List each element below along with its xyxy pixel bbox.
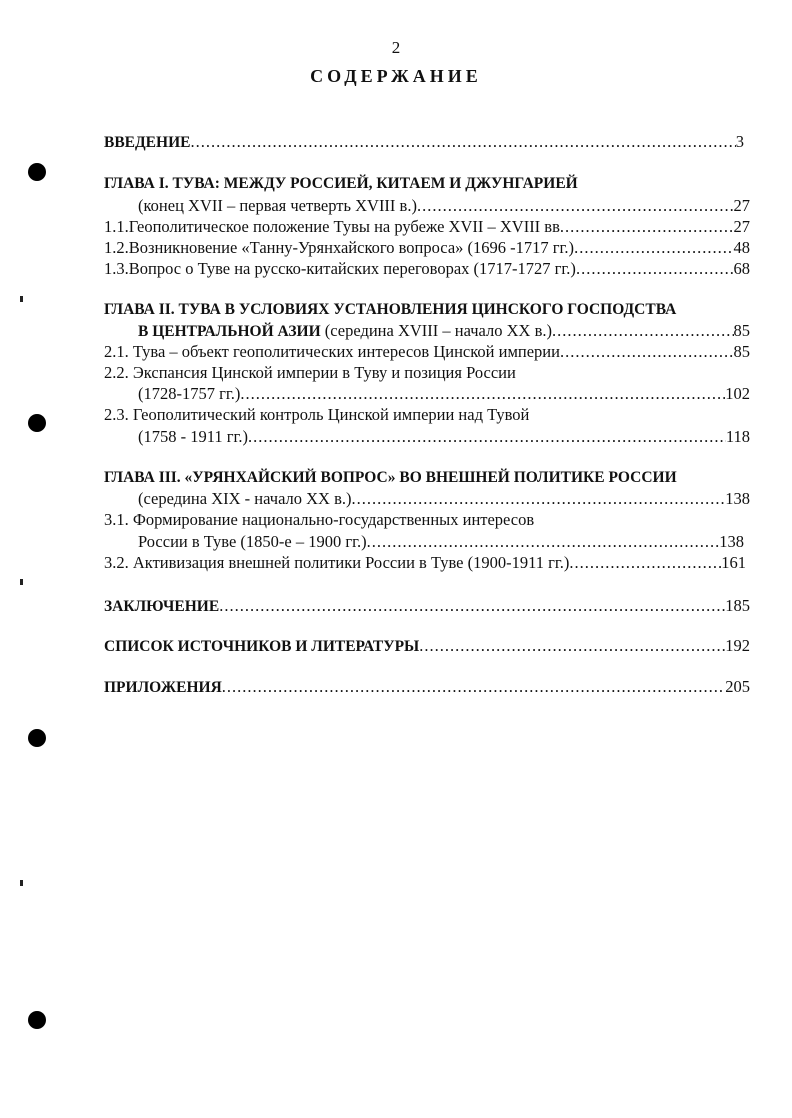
toc-page-number: 138 xyxy=(719,532,744,551)
binder-hole xyxy=(28,163,46,181)
toc-label: 1.2.Возникновение «Танну-Урянхайского вопроса» (1696 -1717 гг.) xyxy=(104,238,575,257)
toc-label: 1.1.Геополитическое положение Тувы на рубеже XVII – XVIII вв xyxy=(104,217,560,236)
toc-label: (середина XIX - начало XX в.) xyxy=(138,489,352,508)
toc-entry-2-3-line1[interactable] xyxy=(104,404,529,426)
toc-entry-1-1[interactable] xyxy=(104,216,750,238)
toc-entry-conclusion[interactable] xyxy=(104,595,750,617)
toc-leader xyxy=(240,383,725,405)
toc-label: ГЛАВА III. «УРЯНХАЙСКИЙ ВОПРОС» ВО ВНЕШНЕЙ ПОЛИТИКЕ РОССИИ xyxy=(104,469,677,486)
toc-entry-intro[interactable] xyxy=(104,131,744,153)
toc-leader xyxy=(367,531,720,553)
toc-leader xyxy=(352,488,726,510)
toc-page-number: 118 xyxy=(725,427,750,446)
toc-label: ГЛАВА II. ТУВА В УСЛОВИЯХ УСТАНОВЛЕНИЯ ЦИНСКОГО ГОСПОДСТВА xyxy=(104,301,677,318)
toc-chapter-1-heading xyxy=(104,173,578,195)
scan-speck xyxy=(20,579,23,585)
toc-leader xyxy=(219,595,725,617)
toc-leader xyxy=(248,426,726,448)
toc-label: ВВЕДЕНИЕ xyxy=(104,134,191,151)
toc-entry-chapter-3[interactable] xyxy=(138,488,750,510)
toc-page-number: 3 xyxy=(735,132,744,151)
toc-label: 3.2. Активизация внешней политики России в Туве (1900-1911 гг.) xyxy=(104,553,570,572)
toc-entry-1-3[interactable] xyxy=(104,258,750,280)
toc-label: (середина XVIII – начало XX в.) xyxy=(320,321,553,340)
toc-page-number: 205 xyxy=(725,677,750,696)
toc-entry-appendix[interactable] xyxy=(104,676,750,698)
toc-label: 1.3.Вопрос о Туве на русско-китайских переговорах (1717-1727 гг.) xyxy=(104,259,576,278)
toc-label: (1758 - 1911 гг.) xyxy=(138,427,249,446)
toc-entry-2-3-line2[interactable] xyxy=(138,426,750,448)
toc-page-number: 68 xyxy=(733,259,750,278)
toc-label: России в Туве (1850-е – 1900 гг.) xyxy=(138,532,367,551)
toc-entry-2-2-line1[interactable] xyxy=(104,362,516,384)
toc-page-number: 192 xyxy=(725,636,750,655)
toc-entry-3-1-line2[interactable] xyxy=(138,531,744,553)
toc-label-bold: В ЦЕНТРАЛЬНОЙ АЗИИ xyxy=(138,323,321,340)
toc-leader xyxy=(417,195,734,217)
toc-label: 2.1. Тува – объект геополитических интересов Цинской империи xyxy=(104,342,560,361)
page-number: 2 xyxy=(391,38,401,57)
toc-entry-sources[interactable] xyxy=(104,635,750,657)
page-title: СОДЕРЖАНИЕ xyxy=(310,66,482,86)
toc-page-number: 85 xyxy=(733,321,750,340)
toc-label: 3.1. Формирование национально-государственных интересов xyxy=(104,510,535,529)
scan-speck xyxy=(20,296,23,302)
binder-hole xyxy=(28,729,46,747)
toc-entry-3-1-line1[interactable] xyxy=(104,509,534,531)
toc-page-number: 161 xyxy=(721,553,746,572)
toc-label: ЗАКЛЮЧЕНИЕ xyxy=(104,598,220,615)
toc-entry-2-2-line2[interactable] xyxy=(138,383,750,405)
toc-label: ПРИЛОЖЕНИЯ xyxy=(104,679,222,696)
toc-leader xyxy=(190,131,735,153)
toc-label: 2.2. Экспансия Цинской империи в Туву и позиция России xyxy=(104,363,516,382)
toc-page-number: 102 xyxy=(725,384,750,403)
toc-entry-3-2[interactable] xyxy=(104,552,746,574)
toc-page-number: 27 xyxy=(733,196,750,215)
toc-label: СПИСОК ИСТОЧНИКОВ И ЛИТЕРАТУРЫ xyxy=(104,638,420,655)
toc-page-number: 185 xyxy=(725,596,750,615)
toc-chapter-2-heading xyxy=(104,299,676,321)
scan-speck xyxy=(20,880,23,886)
toc-entry-chapter-2[interactable] xyxy=(138,320,750,342)
toc-leader xyxy=(552,320,733,342)
toc-leader xyxy=(574,237,733,259)
toc-chapter-3-heading xyxy=(104,467,677,489)
toc-entry-chapter-1[interactable] xyxy=(138,195,750,217)
toc-page-number: 138 xyxy=(725,489,750,508)
toc-leader xyxy=(576,258,734,280)
toc-page-number: 27 xyxy=(733,217,750,236)
toc-label: 2.3. Геополитический контроль Цинской империи над Тувой xyxy=(104,405,530,424)
toc-leader xyxy=(560,341,734,363)
toc-page-number: 48 xyxy=(733,238,750,257)
toc-leader xyxy=(560,216,734,238)
toc-label: (конец XVII – первая четверть XVIII в.) xyxy=(138,196,417,215)
toc-leader xyxy=(222,676,725,698)
toc-entry-2-1[interactable] xyxy=(104,341,750,363)
binder-hole xyxy=(28,414,46,432)
toc-entry-1-2[interactable] xyxy=(104,237,750,259)
toc-page-number: 85 xyxy=(733,342,750,361)
binder-hole xyxy=(28,1011,46,1029)
toc-leader xyxy=(569,552,721,574)
toc-leader xyxy=(419,635,725,657)
toc-label: (1728-1757 гг.) xyxy=(138,384,241,403)
toc-label: ГЛАВА I. ТУВА: МЕЖДУ РОССИЕЙ, КИТАЕМ И ДЖУНГАРИЕЙ xyxy=(104,175,578,192)
